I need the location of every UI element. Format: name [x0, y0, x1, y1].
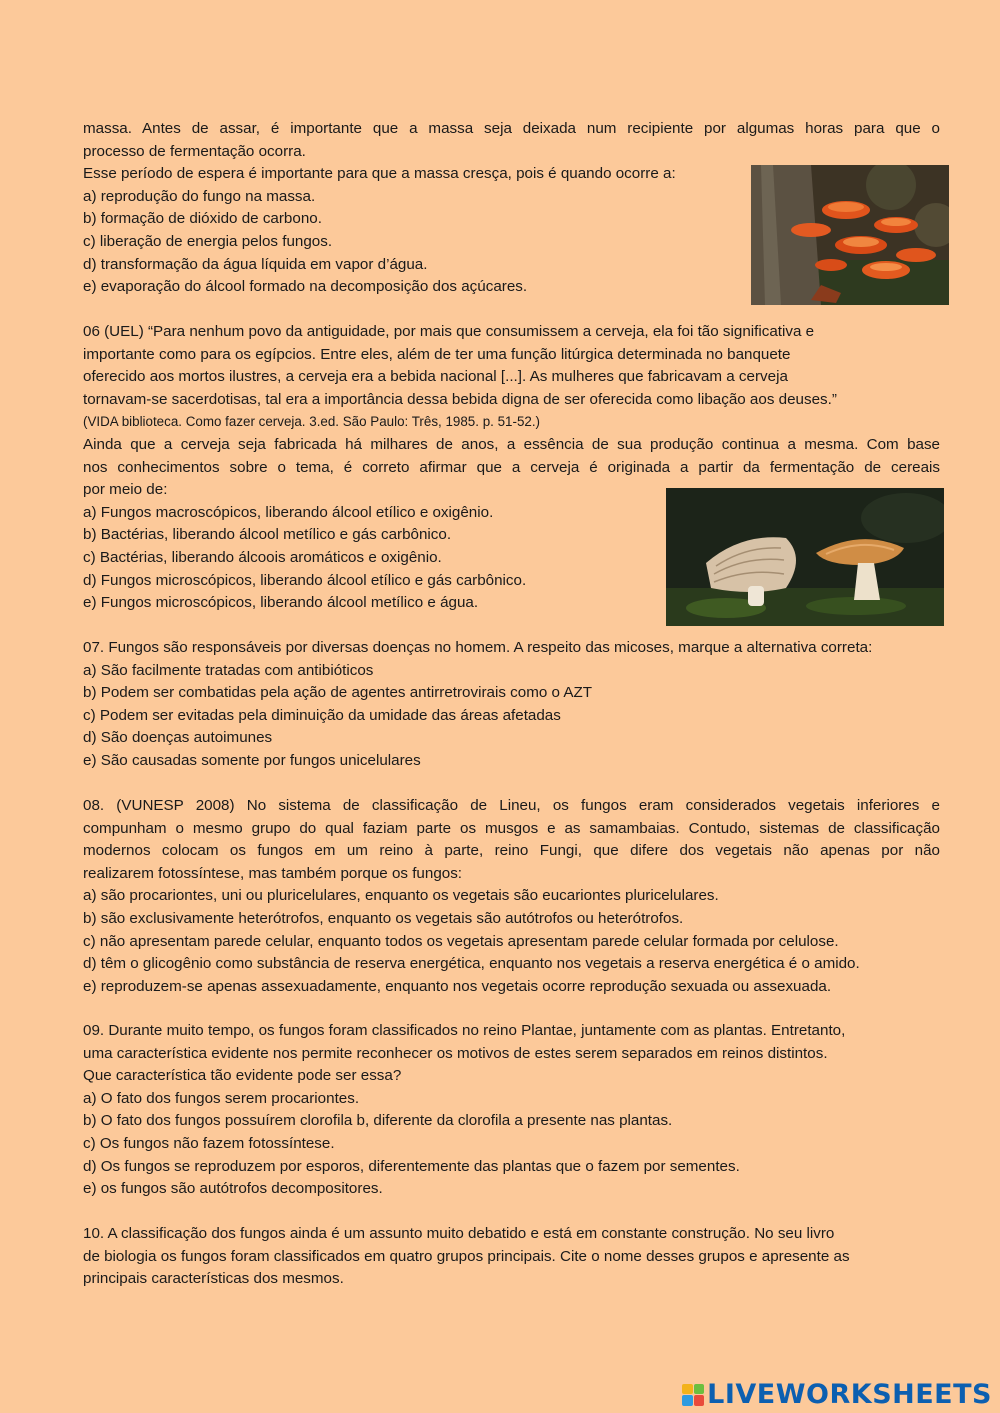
question-06-stem-line: nos conhecimentos sobre o tema, é correto afirmar que a cerveja é originada a partir da fermentação de cereais [83, 458, 940, 476]
liveworksheets-badge-icon [682, 1384, 704, 1406]
question-09-option-b[interactable]: b) O fato dos fungos possuírem clorofila b, diferente da clorofila a presente nas plantas. [83, 1112, 673, 1130]
question-08 [83, 795, 940, 998]
question-06-stem-line: Ainda que a cerveja seja fabricada há milhares de anos, a essência de sua produção continua a mesma. Com base [83, 435, 940, 453]
question-07-option-e[interactable]: e) São causadas somente por fungos unicelulares [83, 751, 421, 769]
question-08-line: realizarem fotossíntese, mas também porque os fungos: [83, 864, 463, 882]
question-07-option-c[interactable]: c) Podem ser evitadas pela diminuição da umidade das áreas afetadas [83, 706, 561, 724]
question-08-option-c[interactable]: c) não apresentam parede celular, enquanto todos os vegetais apresentam parede celular formada por celulose. [83, 932, 839, 950]
badge-square [682, 1395, 693, 1406]
liveworksheets-logo[interactable] [682, 1381, 992, 1408]
question-06-option-b[interactable]: b) Bactérias, liberando álcool metílico e gás carbônico. [83, 526, 452, 544]
question-05-line: Esse período de espera é importante para que a massa cresça, pois é quando ocorre a: [83, 165, 676, 183]
question-05-option-d[interactable]: d) transformação da água líquida em vapor d’água. [83, 255, 428, 273]
question-09-option-a[interactable]: a) O fato dos fungos serem procariontes. [83, 1089, 360, 1107]
question-06-option-a[interactable]: a) Fungos macroscópicos, liberando álcool etílico e oxigênio. [83, 503, 494, 521]
question-09-option-e[interactable]: e) os fungos são autótrofos decompositores. [83, 1180, 383, 1198]
question-08-line: modernos colocam os fungos em um reino à parte, reino Fungi, que difere dos vegetais não apenas por não [83, 842, 940, 860]
question-06-option-e[interactable]: e) Fungos microscópicos, liberando álcool metílico e água. [83, 594, 479, 612]
question-07-option-a[interactable]: a) São facilmente tratadas com antibióticos [83, 661, 374, 679]
question-08-option-e[interactable]: e) reproduzem-se apenas assexuadamente, enquanto nos vegetais ocorre reprodução sexuada ou assexuada. [83, 977, 832, 995]
question-07-stem: 07. Fungos são responsáveis por diversas doenças no homem. A respeito das micoses, marque a alternativa correta: [83, 639, 873, 656]
question-05-line: massa. Antes de assar, é importante que a massa seja deixada num recipiente por algumas horas para que o [83, 120, 940, 137]
question-08-option-a[interactable]: a) são procariontes, uni ou pluricelulares, enquanto os vegetais são eucariontes pluricelulares. [83, 887, 719, 905]
question-09-option-d[interactable]: d) Os fungos se reproduzem por esporos, diferentemente das plantas que o fazem por sementes. [83, 1157, 740, 1175]
question-10 [83, 1223, 943, 1291]
question-10-line: principais características dos mesmos. [83, 1270, 344, 1288]
question-06-citation: (VIDA biblioteca. Como fazer cerveja. 3.ed. São Paulo: Três, 1985. p. 51-52.) [83, 414, 541, 430]
question-08-option-b[interactable]: b) são exclusivamente heterótrofos, enquanto os vegetais são autótrofos ou heterótrofos. [83, 909, 684, 927]
question-08-line: 08. (VUNESP 2008) No sistema de classificação de Lineu, os fungos eram considerados vegetais inferiores e [83, 797, 940, 814]
question-08-option-d[interactable]: d) têm o glicogênio como substância de reserva energética, enquanto nos vegetais a reserva energética é o amido. [83, 955, 860, 973]
question-06-line: 06 (UEL) “Para nenhum povo da antiguidade, por mais que consumissem a cerveja, ela foi tão significativa e [83, 323, 815, 340]
question-06-line: importante como para os egípcios. Entre eles, além de ter uma função litúrgica determinada no banquete [83, 345, 791, 363]
question-07-option-b[interactable]: b) Podem ser combatidas pela ação de agentes antirretrovirais como o AZT [83, 684, 593, 702]
question-08-line: compunham o mesmo grupo do qual faziam parte os musgos e as samambaias. Contudo, sistemas de classificação [83, 819, 940, 837]
question-05-option-e[interactable]: e) evaporação do álcool formado na decomposição dos açúcares. [83, 278, 528, 296]
question-09-line: 09. Durante muito tempo, os fungos foram classificados no reino Plantae, juntamente com as plantas. Entretanto, [83, 1022, 846, 1039]
question-07 [83, 637, 943, 773]
orange-bracket-fungi-photo [751, 165, 949, 305]
question-07-option-d[interactable]: d) São doenças autoimunes [83, 729, 273, 747]
question-06-line: tornavam-se sacerdotisas, tal era a importância dessa bebida digna de ser oferecida como libação aos deuses.” [83, 390, 837, 408]
question-09-option-c[interactable]: c) Os fungos não fazem fotossíntese. [83, 1134, 335, 1152]
question-05-option-c[interactable]: c) liberação de energia pelos fungos. [83, 232, 333, 250]
question-05-option-b[interactable]: b) formação de dióxido de carbono. [83, 210, 322, 228]
badge-square [694, 1395, 705, 1406]
gilled-mushrooms-photo [666, 488, 944, 626]
liveworksheets-wordmark: LIVEWORKSHEETS [707, 1379, 992, 1410]
question-10-line: de biologia os fungos foram classificados em quatro grupos principais. Cite o nome desses grupos e apresente as [83, 1247, 850, 1265]
badge-square [682, 1384, 693, 1395]
question-10-line: 10. A classificação dos fungos ainda é um assunto muito debatido e está em constante construção. No seu livro [83, 1225, 835, 1242]
question-06-option-c[interactable]: c) Bactérias, liberando álcoois aromáticos e oxigênio. [83, 548, 442, 566]
question-09 [83, 1020, 943, 1201]
question-09-line: uma característica evidente nos permite reconhecer os motivos de estes serem separados em reinos distintos. [83, 1044, 828, 1062]
badge-square [694, 1384, 705, 1395]
question-09-line: Que característica tão evidente pode ser essa? [83, 1067, 402, 1085]
question-06-line: oferecido aos mortos ilustres, a cerveja era a bebida nacional [...]. As mulheres que fabricavam a cerveja [83, 368, 788, 386]
question-05-option-a[interactable]: a) reprodução do fungo na massa. [83, 187, 316, 205]
question-06-option-d[interactable]: d) Fungos microscópicos, liberando álcool etílico e gás carbônico. [83, 571, 527, 589]
question-05-line: processo de fermentação ocorra. [83, 142, 306, 160]
question-06-stem-line: por meio de: [83, 481, 168, 499]
